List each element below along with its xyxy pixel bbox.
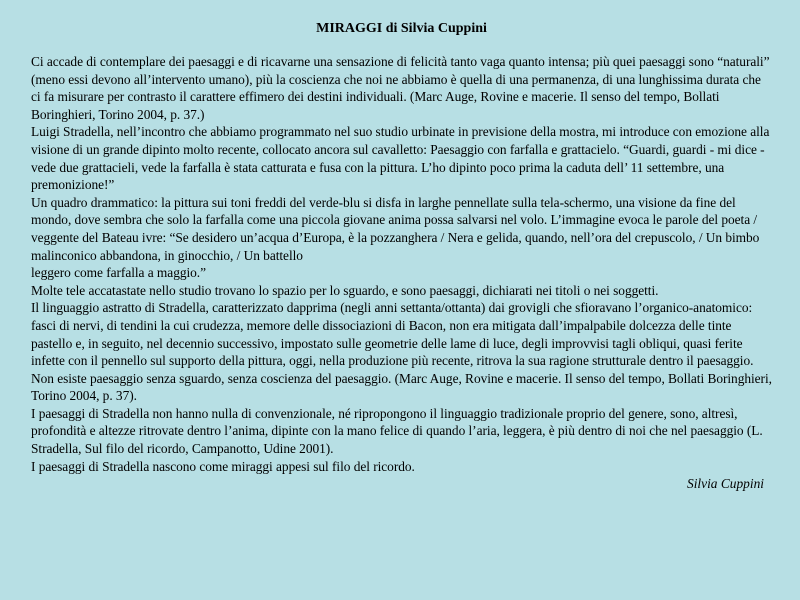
paragraph-no-landscape-quote: Non esiste paesaggio senza sguardo, senza coscienza del paesaggio. (Marc Auge, Rovine e macerie. Il senso del tempo, Bollati Boringhieri, Torino 2004, p. 37).	[31, 370, 772, 404]
paragraph-dramatic-painting: Un quadro drammatico: la pittura sui toni freddi del verde-blu si disfa in larghe pennellate sulla tela-schermo, una visione da fine del mondo, dove sembra che solo la farfalla come una piccola giovane anima possa salvarsi nel volo. L’immagine evoca le parole del poeta / veggente del Bateau ivre: “Se desidero un’acqua d’Europa, è la pozzanghera / Nera e gelida, quando, nell’ora del crepuscolo, / Un bimbo malinconico abbandona, in ginocchio, / Un battello	[31, 194, 760, 263]
paragraph-closing: I paesaggi di Stradella nascono come miraggi appesi sul filo del ricordo.	[31, 458, 415, 474]
author-signature: Silvia Cuppini	[687, 476, 764, 492]
document-body	[31, 53, 772, 475]
paragraph-stradella-meeting: Luigi Stradella, nell’incontro che abbiamo programmato nel suo studio urbinate in previsione della mostra, mi introduce con emozione alla visione di un grande dipinto molto recente, collocato ancora sul cavalletto: Paesaggio con farfalla e grattacielo. “Guardi, guardi - mi dice - vede due grattacieli, vede la farfalla è stata catturata e fusa con la pittura. L’ho dipinto poco prima la caduta dell’ 11 settembre, una premonizione!”	[31, 124, 770, 193]
document-title: MIRAGGI di Silvia Cuppini	[316, 21, 487, 36]
paragraph-unconventional: I paesaggi di Stradella non hanno nulla di convenzionale, né ripropongono il linguaggio tradizionale proprio del genere, sono, altresì, profondità e altezze ritrovate dentro l’anima, dipinte con la mano felice di quando l’aria, leggera, è più dentro di noi che nel paesaggio (L. Stradella, Sul filo del ricordo, Campanotto, Udine 2001).	[31, 405, 763, 457]
paragraph-intro-quote: Ci accade di contemplare dei paesaggi e di ricavarne una sensazione di felicità tanto vaga quanto intensa; più quei paesaggi sono “naturali” (meno essi devono all’intervento umano), più la coscienza che noi ne abbiamo è quella di una permanenza, di una lunghissima durata che ci fa misurare per contrasto il carattere effimero dei destini individuali. (Marc Auge, Rovine e macerie. Il senso del tempo, Bollati Boringhieri, Torino 2004, p. 37.)	[31, 54, 770, 122]
paragraph-canvases: Molte tele accatastate nello studio trovano lo spazio per lo sguardo, e sono paesaggi, dichiarati nei titoli o nei soggetti.	[31, 282, 659, 298]
paragraph-abstract-language: Il linguaggio astratto di Stradella, caratterizzato dapprima (negli anni settanta/ottanta) dai grovigli che sfioravano l’organico-anatomico: fasci di nervi, di tendini la cui crudezza, memore delle dissociazioni di Bacon, non era mitigata dall’impalpabile dolcezza delle tinte pastello e, in seguito, nel decennio successivo, impostato sulle geometrie delle lame di luce, degli improvvisi tagli obliqui, quasi ferite infette con il pennello sul supporto della pittura, oggi, nella produzione più recente, ritrova la sua ragione strutturale dentro il paesaggio.	[31, 300, 754, 369]
paragraph-butterfly-line: leggero come farfalla a maggio.”	[31, 265, 206, 281]
